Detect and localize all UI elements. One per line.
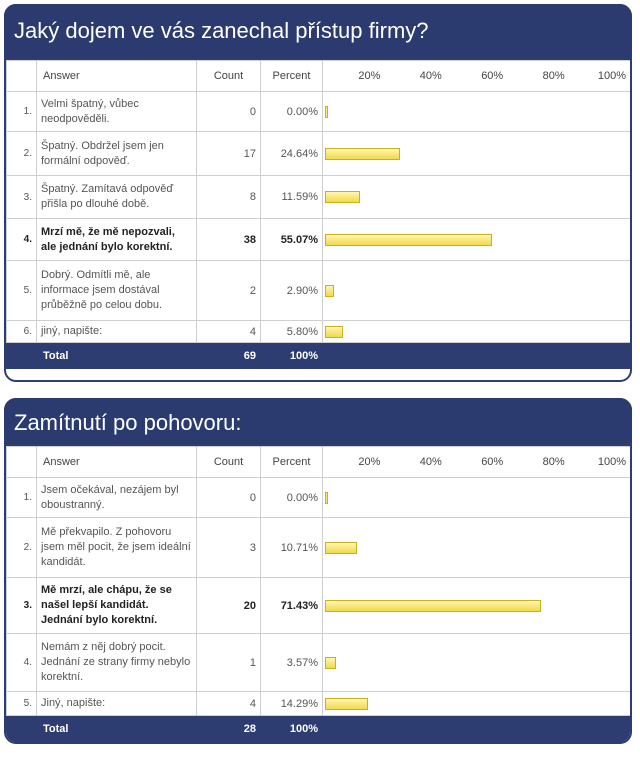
axis-tick: 100% (597, 70, 627, 82)
count-value: 2 (197, 261, 261, 321)
percent-header: Percent (261, 447, 323, 478)
row-number: 1. (7, 92, 37, 132)
results-table (6, 446, 630, 742)
table-row (7, 261, 631, 321)
count-value: 8 (197, 176, 261, 219)
percent-value: 3.57% (261, 634, 323, 692)
bar-cell (323, 219, 631, 261)
panel-title: Zamítnutí po pohovoru: (4, 398, 632, 444)
percent-header: Percent (261, 61, 323, 92)
axis-tick: 40% (419, 456, 442, 468)
count-value: 3 (197, 518, 261, 578)
count-header: Count (197, 447, 261, 478)
bar (325, 106, 328, 118)
bar (325, 148, 400, 160)
answer-text: Velmi špatný, vůbec neodpověděli. (37, 92, 197, 132)
row-number: 3. (7, 578, 37, 634)
bar-cell (323, 692, 631, 716)
answer-text: Mě mrzí, ale chápu, že se našel lepší kandidát. Jednání bylo korektní. (37, 578, 197, 634)
axis-tick: 100% (597, 456, 627, 468)
bar-cell (323, 176, 631, 219)
bar (325, 698, 368, 710)
bar-cell (323, 634, 631, 692)
total-label: Total (37, 343, 197, 369)
table-row (7, 132, 631, 176)
axis-tick: 80% (542, 456, 565, 468)
count-value: 20 (197, 578, 261, 634)
row-number: 2. (7, 132, 37, 176)
total-percent: 100% (261, 716, 323, 742)
axis-tick: 60% (481, 456, 504, 468)
axis-tick: 20% (358, 456, 381, 468)
table-row (7, 518, 631, 578)
axis-header (323, 61, 631, 92)
answer-text: Jsem očekával, nezájem byl oboustranný. (37, 478, 197, 518)
survey-panel-2 (4, 398, 632, 744)
bar (325, 191, 360, 203)
axis-tick: 20% (358, 70, 381, 82)
total-count: 69 (197, 343, 261, 369)
answer-header: Answer (37, 61, 197, 92)
count-value: 0 (197, 92, 261, 132)
percent-value: 11.59% (261, 176, 323, 219)
bar-cell (323, 518, 631, 578)
count-value: 4 (197, 692, 261, 716)
count-value: 1 (197, 634, 261, 692)
table-row (7, 92, 631, 132)
table-row (7, 219, 631, 261)
total-count: 28 (197, 716, 261, 742)
answer-text: Špatný. Zamítavá odpověď přišla po dlouhé době. (37, 176, 197, 219)
axis-tick: 80% (542, 70, 565, 82)
row-number: 4. (7, 219, 37, 261)
count-value: 38 (197, 219, 261, 261)
answer-text: Dobrý. Odmítli mě, ale informace jsem dostával průběžně po celou dobu. (37, 261, 197, 321)
survey-panel-1 (4, 4, 632, 382)
percent-value: 24.64% (261, 132, 323, 176)
answer-text: Mě překvapilo. Z pohovoru jsem měl pocit, že jsem ideální kandidát. (37, 518, 197, 578)
bar (325, 492, 328, 504)
count-value: 4 (197, 321, 261, 343)
panel-body (6, 446, 630, 742)
table-row (7, 478, 631, 518)
total-row (7, 343, 631, 369)
table-row (7, 321, 631, 343)
answer-text: Mrzí mě, že mě nepozvali, ale jednání bylo korektní. (37, 219, 197, 261)
bar-cell (323, 478, 631, 518)
row-number: 5. (7, 261, 37, 321)
bar-cell (323, 92, 631, 132)
bar (325, 657, 336, 669)
num-header (7, 61, 37, 92)
total-label: Total (37, 716, 197, 742)
percent-value: 2.90% (261, 261, 323, 321)
bar (325, 326, 343, 338)
table-row (7, 634, 631, 692)
table-row (7, 176, 631, 219)
percent-value: 10.71% (261, 518, 323, 578)
row-number: 6. (7, 321, 37, 343)
answer-text: Jiný, napište: (37, 692, 197, 716)
row-number: 5. (7, 692, 37, 716)
percent-value: 0.00% (261, 478, 323, 518)
count-value: 0 (197, 478, 261, 518)
bar (325, 600, 541, 612)
answer-text: jiný, napište: (37, 321, 197, 343)
bar (325, 234, 492, 246)
table-row (7, 692, 631, 716)
percent-value: 55.07% (261, 219, 323, 261)
percent-value: 0.00% (261, 92, 323, 132)
total-row (7, 716, 631, 742)
row-number: 4. (7, 634, 37, 692)
total-percent: 100% (261, 343, 323, 369)
percent-value: 71.43% (261, 578, 323, 634)
count-header: Count (197, 61, 261, 92)
panel-title: Jaký dojem ve vás zanechal přístup firmy? (4, 4, 632, 58)
row-number: 1. (7, 478, 37, 518)
row-number: 2. (7, 518, 37, 578)
row-number: 3. (7, 176, 37, 219)
axis-header (323, 447, 631, 478)
table-row (7, 578, 631, 634)
bar (325, 542, 357, 554)
answer-header: Answer (37, 447, 197, 478)
panel-body (6, 60, 630, 380)
bar (325, 285, 334, 297)
bar-cell (323, 578, 631, 634)
answer-text: Špatný. Obdržel jsem jen formální odpověď. (37, 132, 197, 176)
num-header (7, 447, 37, 478)
percent-value: 5.80% (261, 321, 323, 343)
axis-tick: 60% (481, 70, 504, 82)
bar-cell (323, 261, 631, 321)
count-value: 17 (197, 132, 261, 176)
percent-value: 14.29% (261, 692, 323, 716)
bar-cell (323, 132, 631, 176)
results-table (6, 60, 630, 369)
answer-text: Nemám z něj dobrý pocit. Jednání ze strany firmy nebylo korektní. (37, 634, 197, 692)
bar-cell (323, 321, 631, 343)
axis-tick: 40% (419, 70, 442, 82)
